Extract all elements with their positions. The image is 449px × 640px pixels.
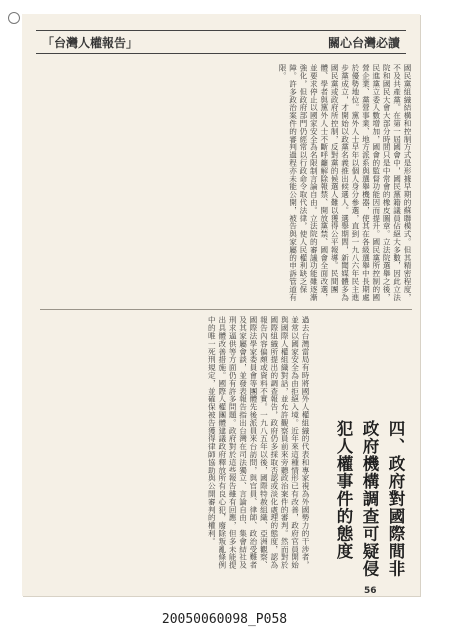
page-header bbox=[36, 30, 406, 54]
article-lower-text: 過去台灣當局有時將國外人權組織的代表和專家視為外國勢力的干涉者，並常以國家安全為由拒絕入境。近年來這種情形已有改善，政府官員開始與國際人權組織對話，並允許觀察員前來旁聽政治案件的審判。然而對於國際組織所提出的調查報告，政府仍多採取否認或淡化處理的態度，認為報告內容偏頗或資料不實。一九八五年以後，國際特赦組織、亞洲觀察、國際法學家委員會等團體先後派員來台訪問，與官員、律師、政治受難者及其家屬會談，並發表報告指出台灣在司法獨立、言論自由、集會結社及刑求逼供等方面仍有許多問題。政府對於這些報告雖有回應，但多未能提出具體改善措施。國際人權團體建議政府釋放所有良心犯，廢除叛亂條例中的唯一死刑規定，並確保被告獲得律師協助與公開審判的權利。 bbox=[207, 316, 310, 569]
article-upper-text: 國民黨組織結構和控制方式是形據早期的蘇聯模式。但其精密程度，不及共產黨。在第一屆國會中，國民黨籍議員佔絕大多數，因此立法院和國民大會大部分時間只是中常會的橡皮圖章。立法院選舉之後，民進黨立委人數增加，國會的監督功能因而提升。國民黨所控制的國營企業、黨營事業、地方派系與選舉機器，使其在各級選舉中長期處於優勢地位。黨外人士早年以個人身分參選，直到一九八六年民主進步黨成立，才開始以政黨名義推出候選人。選舉期間，新聞媒體多為國民黨或政府所控制，反對黨的候選人難以獲得公平報導。民間團體、學者與黨外人士不斷呼籲解除報禁、開放黨禁、國會全面改選，並要求停止以國家安全為名限制言論自由。立法院的審議功能雖逐漸強化，但政府部門仍經常以行政命令取代法律，使人民權利缺乏保障。許多政治案件的審判過程亦未能公開，被告與家屬的申訴管道有限。 bbox=[278, 64, 412, 301]
page-number: 56 bbox=[364, 586, 377, 596]
binding-hole-mark bbox=[8, 12, 20, 24]
image-caption: 20050060098_P058 bbox=[161, 612, 288, 627]
header-right-title: 關心台灣必讀 bbox=[327, 35, 400, 50]
section-title: 四、政府對國際間非政府機構調查可疑侵犯人權事件的態度 bbox=[334, 420, 405, 578]
section-divider bbox=[40, 309, 412, 310]
header-left-title: 「台灣人權報告」 bbox=[42, 35, 139, 50]
